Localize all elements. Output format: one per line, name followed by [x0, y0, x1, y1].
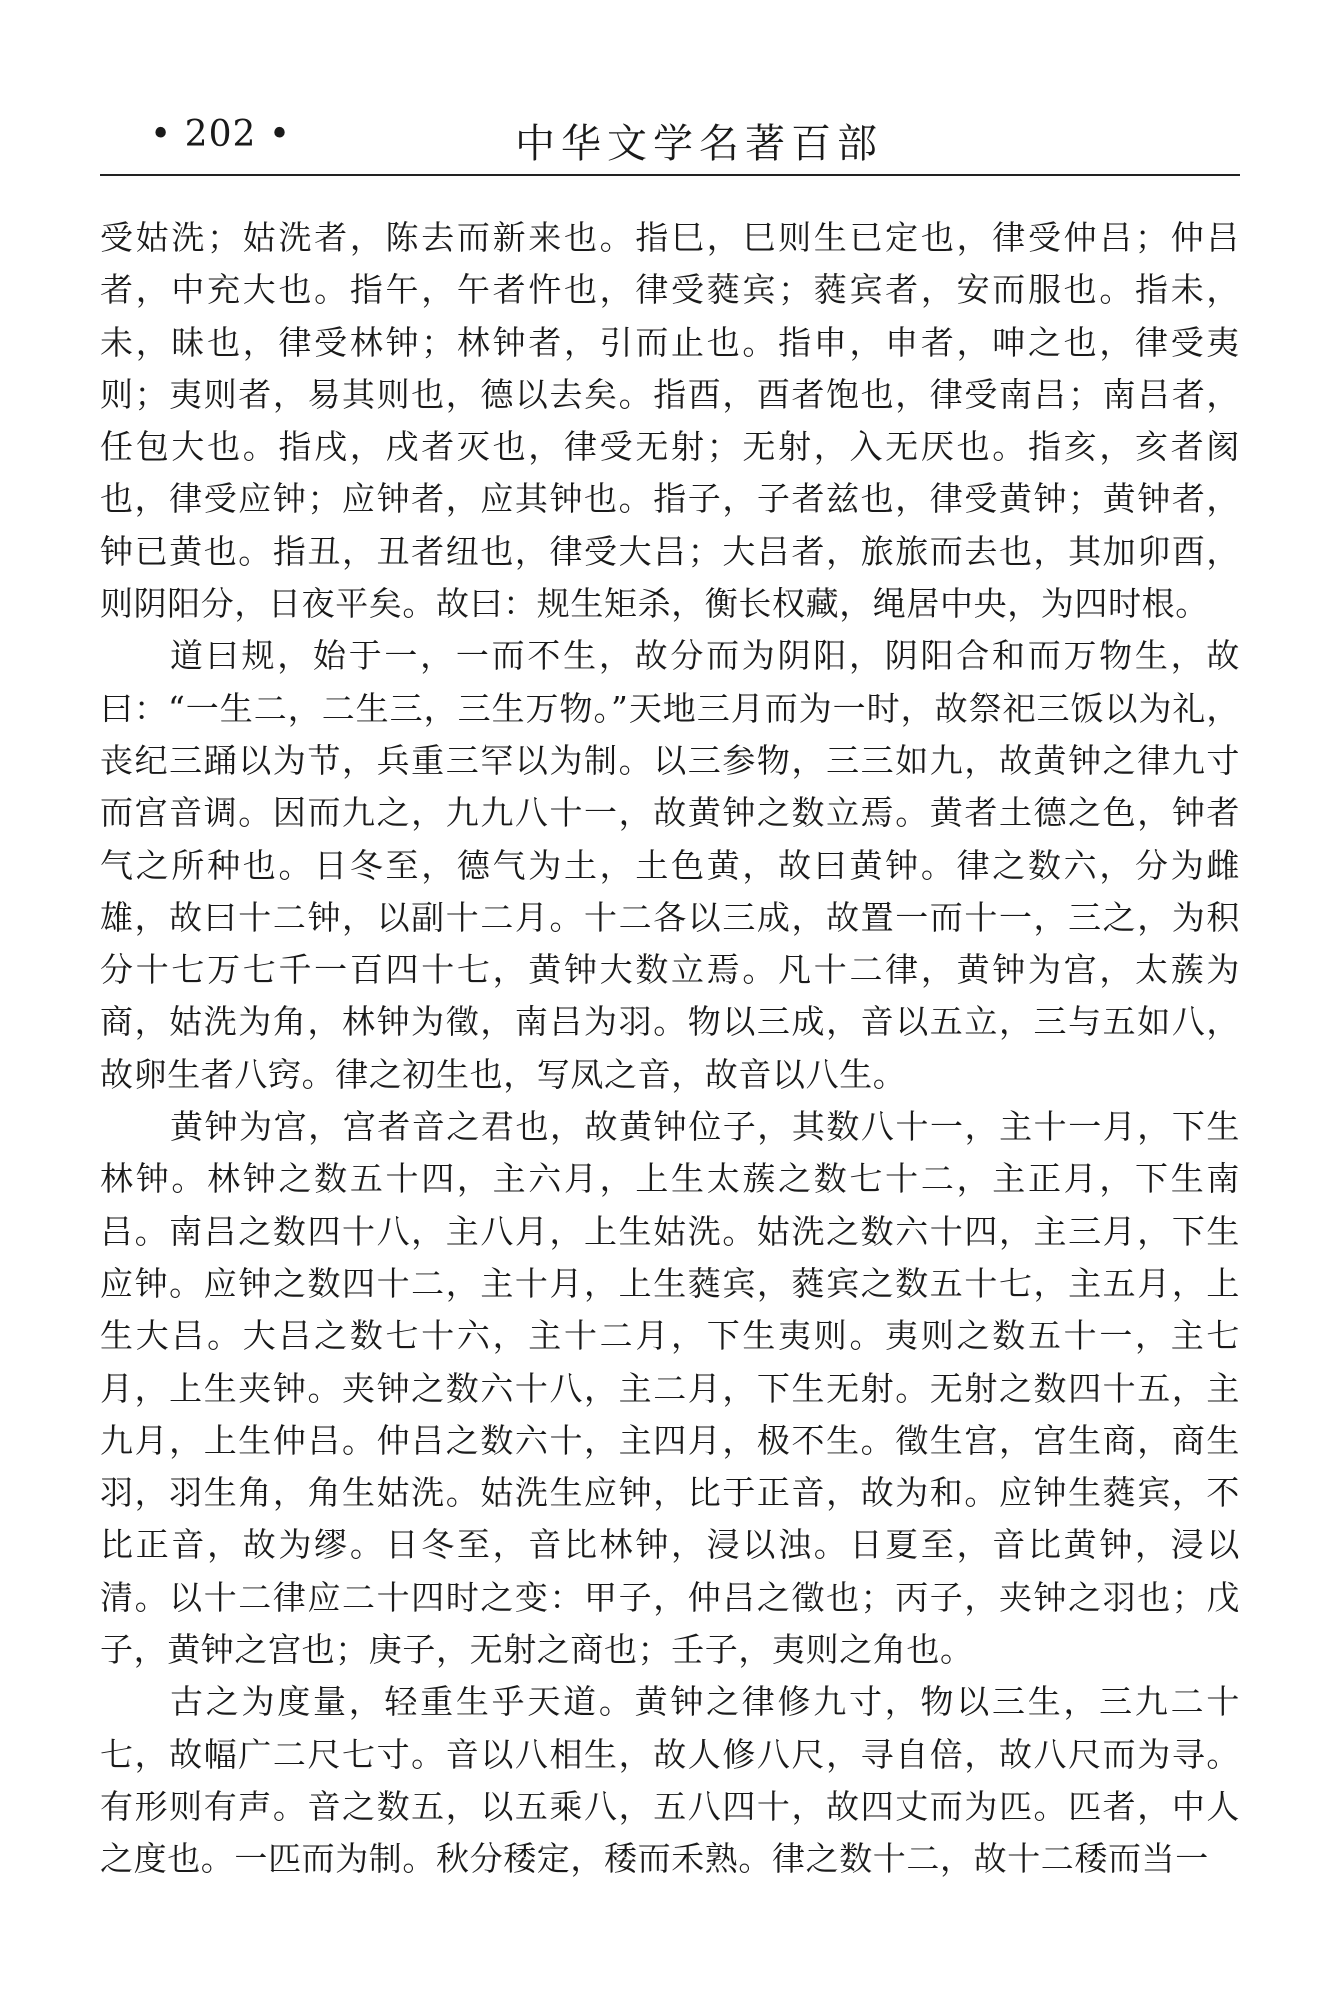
paragraph-3: 黄钟为宫，宫者音之君也，故黄钟位子，其数八十一，主十一月，下生林钟。林钟之数五十四，主六月，上生太蔟之数七十二，主正月，下生南吕。南吕之数四十八，主八月，上生姑洗。姑洗之数六十四，主三月，下生应钟。应钟之数四十二，主十月，上生蕤宾，蕤宾之数五十七，主五月，上生大吕。大吕之数七十六，主十二月，下生夷则。夷则之数五十一，主七月，上生夹钟。夹钟之数六十八，主二月，下生无射。无射之数四十五，主九月，上生仲吕。仲吕之数六十，主四月，极不生。徵生宫，宫生商，商生羽，羽生角，角生姑洗。姑洗生应钟，比于正音，故为和。应钟生蕤宾，不比正音，故为缪。日冬至，音比林钟，浸以浊。日夏至，音比黄钟，浸以清。以十二律应二十四时之变：甲子，仲吕之徵也；丙子，夹钟之羽也；戊子，黄钟之宫也；庚子，无射之商也；壬子，夷则之角也。: [100, 1107, 1240, 1670]
running-header: [100, 112, 1240, 172]
paragraph-4: 古之为度量，轻重生乎天道。黄钟之律修九寸，物以三生，三九二十七，故幅广二尺七寸。音以八相生，故人修八尺，寻自倍，故八尺而为寻。有形则有声。音之数五，以五乘八，五八四十，故四丈而为匹。匹者，中人之度也。一匹而为制。秋分䅗定，䅗而禾熟。律之数十二，故十二䅗而当一: [100, 1682, 1240, 1879]
book-title: 中华文学名著百部: [515, 121, 883, 167]
header-rule: [100, 174, 1240, 176]
paragraph-2: 道曰规，始于一，一而不生，故分而为阴阳，阴阳合和而万物生，故曰：“一生二，二生三，三生万物。”天地三月而为一时，故祭祀三饭以为礼，丧纪三踊以为节，兵重三罕以为制。以三参物，三三如九，故黄钟之律九寸而宫音调。因而九之，九九八十一，故黄钟之数立焉。黄者土德之色，钟者气之所种也。日冬至，德气为土，土色黄，故曰黄钟。律之数六，分为雌雄，故曰十二钟，以副十二月。十二各以三成，故置一而十一，三之，为积分十七万七千一百四十七，黄钟大数立焉。凡十二律，黄钟为宫，太蔟为商，姑洗为角，林钟为徵，南吕为羽。物以三成，音以五立，三与五如八，故卵生者八窍。律之初生也，写凤之音，故音以八生。: [100, 636, 1240, 1094]
paragraph-1: 受姑洗；姑洗者，陈去而新来也。指巳，巳则生已定也，律受仲吕；仲吕者，中充大也。指午，午者忤也，律受蕤宾；蕤宾者，安而服也。指未，未，昧也，律受林钟；林钟者，引而止也。指申，申者，呻之也，律受夷则；夷则者，易其则也，德以去矣。指酉，酉者饱也，律受南吕；南吕者，任包大也。指戌，戌者灭也，律受无射；无射，入无厌也。指亥，亥者阂也，律受应钟；应钟者，应其钟也。指子，子者兹也，律受黄钟；黄钟者，钟已黄也。指丑，丑者纽也，律受大吕；大吕者，旅旅而去也，其加卯酉，则阴阳分，日夜平矣。故曰：规生矩杀，衡长权藏，绳居中央，为四时根。: [100, 218, 1240, 624]
text-body: [100, 212, 1240, 1886]
page-number: • 202 •: [150, 114, 292, 155]
